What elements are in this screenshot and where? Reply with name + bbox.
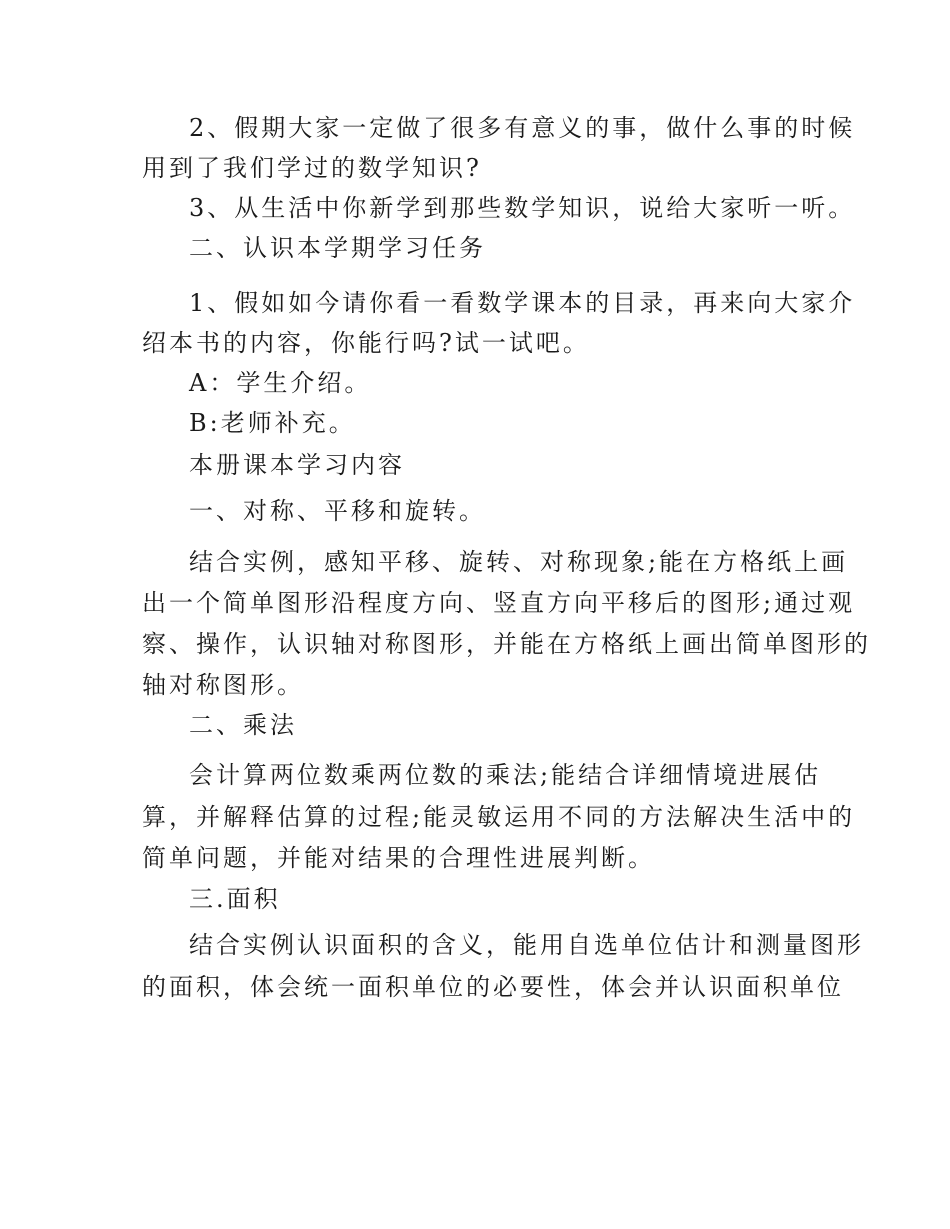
text-line: 轴对称图形。 xyxy=(142,671,304,699)
text-line: 2、假期大家一定做了很多有意义的事，做什么事的时候 xyxy=(189,114,856,142)
text-line: A：学生介绍。 xyxy=(189,369,372,397)
section-heading: 本册课本学习内容 xyxy=(189,451,405,479)
text-line: 1、假如如今请你看一看数学课本的目录，再来向大家介 xyxy=(189,289,856,317)
section-heading: 一、对称、平移和旋转。 xyxy=(189,497,486,525)
text-line: 会计算两位数乘两位数的乘法;能结合详细情境进展估 xyxy=(189,761,822,789)
text-line: 出一个简单图形沿程度方向、竖直方向平移后的图形;通过观 xyxy=(142,589,856,617)
text-line: B:老师补充。 xyxy=(189,409,356,437)
text-line: 算，并解释估算的过程;能灵敏运用不同的方法解决生活中的 xyxy=(142,803,856,831)
text-line: 结合实例认识面积的含义，能用自选单位估计和测量图形 xyxy=(189,931,864,959)
section-heading: 二、认识本学期学习任务 xyxy=(189,234,486,262)
section-heading: 三.面积 xyxy=(189,885,281,913)
text-line: 绍本书的内容，你能行吗?试一试吧。 xyxy=(142,329,590,357)
text-line: 3、从生活中你新学到那些数学知识，说给大家听一听。 xyxy=(189,194,856,222)
text-line: 结合实例，感知平移、旋转、对称现象;能在方格纸上画 xyxy=(189,548,849,576)
text-line: 察、操作，认识轴对称图形，并能在方格纸上画出简单图形的 xyxy=(142,630,871,658)
section-heading: 二、乘法 xyxy=(189,711,297,739)
text-line: 用到了我们学过的数学知识? xyxy=(142,154,482,182)
text-line: 简单问题，并能对结果的合理性进展判断。 xyxy=(142,844,655,872)
text-line: 的面积，体会统一面积单位的必要性，体会并认识面积单位 xyxy=(142,973,844,1001)
